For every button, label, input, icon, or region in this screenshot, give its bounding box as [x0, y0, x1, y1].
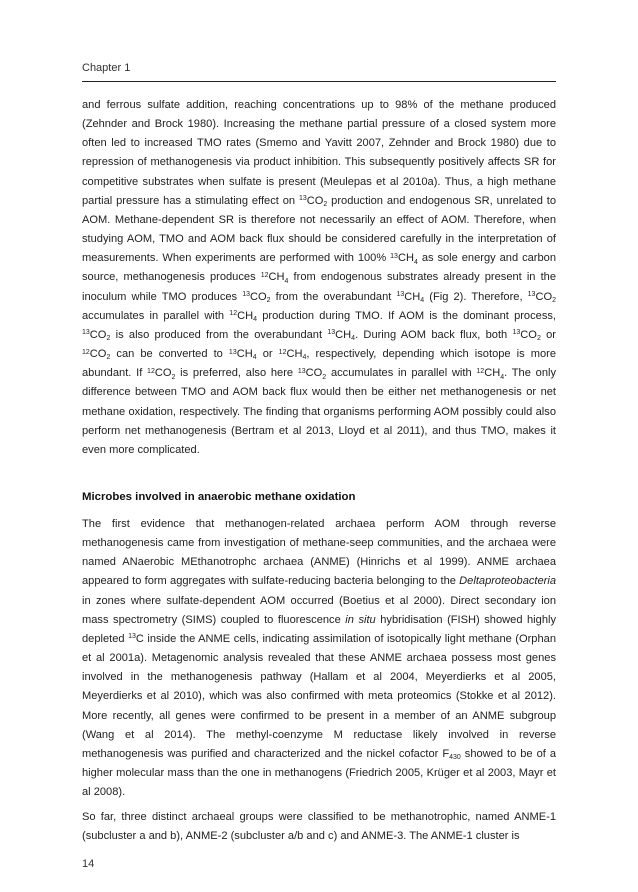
- running-header: Chapter 1: [82, 62, 131, 74]
- page-number: 14: [82, 858, 95, 870]
- paragraph-anme-groups: So far, three distinct archaeal groups were classified to be methanotrophic, named ANME-1 (subcluster a and b), ANME-2 (subcluster a/b and c) and ANME-3. The ANME-1 cluster is: [82, 811, 556, 843]
- paragraph-tmo-aom: and ferrous sulfate addition, reaching concentrations up to 98% of the methane produced (Zehnder and Brock 1980). Increasing the methane partial pressure of a closed system more often led to increased TMO rates (Smemo and Yavitt 2007, Zehnder and Brock 1980) due to repression of methanogenesis via product inhibition. This subsequently positively affects SR for competitive substrates when sulfate is present (Meulepas et al 2010a). Thus, a high methane partial pressure has a stimulating effect on $^{13}CO_2$ production and endogenous SR, unrelated to AOM. Methane-dependent SR is therefore not necessarily an effect of AOM. Therefore, when studying AOM, TMO and AOM back flux should be considered carefully in the interpretation of measurements. When experiments are performed with 100% $^{13}CH_4$ as sole energy and carbon source, methanogenesis produces $^{12}CH_4$ from endogenous substrates already present in the inoculum while TMO produces $^{13}CO_2$ from the overabundant $^{13}CH_4$ (Fig 2). Therefore, $^{13}CO_2$ accumulates in parallel with $^{12}CH_4$ production during TMO. If AOM is the dominant process, $^{13}CO_2$ is also produced from the overabundant $^{13}CH_4$. During AOM back flux, both $^{13}CO_2$ or $^{12}CO_2$ can be converted to $^{13}CH_4$ or $^{12}CH_4$, respectively, depending which isotope is more abundant. If $^{12}CO_2$ is preferred, also here $^{13}CO_2$ accumulates in parallel with $^{12}CH_4$. The only difference between TMO and AOM back flux would then be either net methanogenesis or net methane oxidation, respectively. The finding that organisms performing AOM possibly could also perform net methanogenesis (Bertram et al 2013, Lloyd et al 2011), and thus TMO, makes it even more complicated.: [82, 99, 557, 456]
- section-heading: Microbes involved in anaerobic methane oxidation: [82, 490, 356, 503]
- paragraph-anme-evidence: The first evidence that methanogen-related archaea perform AOM through reverse methanogenesis came from investigation of methane-seep communities, and the archaea were named ANaerobic MEthanotrophc archaea (ANME) (Hinrichs et al 1999). ANME archaea appeared to form aggregates with sulfate-reducing bacteria belonging to the Deltaproteobacteria in zones where sulfate-dependent AOM occurred (Boetius et al 2000). Direct secondary ion mass spectrometry (SIMS) coupled to fluorescence in situ hybridisation (FISH) showed highly depleted $^{13}$C inside the ANME cells, indicating assimilation of isotopically light methane (Orphan et al 2001a). Metagenomic analysis revealed that these ANME archaea possess most genes involved in the methanogenesis pathway (Hallam et al 2004, Meyerdierks et al 2005, Meyerdierks et al 2010), which was also confirmed with meta proteomics (Stokke et al 2012). More recently, all genes were confirmed to be present in a member of an ANME subgroup (Wang et al 2014). The methyl-coenzyme M reductase likely involved in reverse methanogenesis was purified and characterized and the nickel cofactor $F_{430}$ showed to be of a higher molecular mass than the one in methanogens (Friedrich 2005, Krüger et al 2003, Mayr et al 2008).: [82, 517, 557, 799]
- header-rule: [82, 81, 556, 82]
- body-text: [82, 96, 556, 847]
